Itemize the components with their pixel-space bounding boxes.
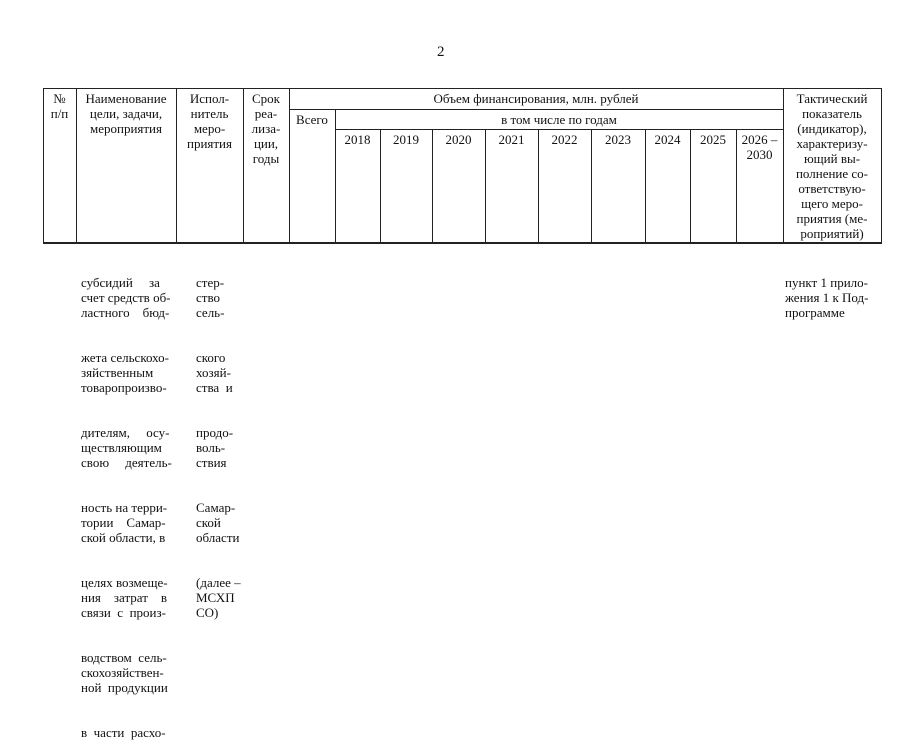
header-year-2025: 2025 — [700, 132, 726, 147]
row-indicator-text: пункт 1 прило- жения 1 к Под- программе — [785, 275, 869, 320]
header-name: Наименование цели, задачи, мероприятия — [85, 91, 167, 136]
header-year-2024: 2024 — [654, 132, 681, 147]
header-year-2018: 2018 — [344, 132, 371, 147]
header-year-2021: 2021 — [498, 132, 525, 147]
header-term: Срок реа- лиза- ции, годы — [251, 91, 281, 166]
page-number: 2 — [437, 44, 445, 60]
header-year-2019: 2019 — [393, 132, 419, 147]
header-num: № п/п — [50, 91, 69, 121]
header-year-2026-2030: 2026 – 2030 — [741, 132, 778, 162]
header-indicator: Тактический показатель (индикатор), характеризу- ющий вы- полнение со- ответствую- щего меро- приятия (ме- роприятий) — [795, 91, 869, 241]
header-year-2023: 2023 — [605, 132, 631, 147]
header-year-2022: 2022 — [551, 132, 578, 147]
row-name-text: субсидий за счет средств об- ластного бюд- жета сельскохо- зяйственным товаропроизво- дителям, осу- ществляющим свою деятель- ность на терри- тории Самар- ской области, в целях возмеще- ния затрат в связи с произ- водством сель- скохозяйствен- ной продукции в части расхо- — [81, 275, 172, 740]
header-funding-title: Объем финансирования, млн. рублей — [433, 91, 639, 106]
header-total: Всего — [296, 112, 328, 127]
header-executor: Испол- нитель меро- приятия — [186, 91, 232, 151]
header-by-years: в том числе по годам — [501, 112, 617, 127]
row-executor-text: стер- ство сель- ского хозяй- ства и продо- воль- ствия Самар- ской области (далее – МСХП СО) — [196, 275, 241, 620]
header-year-2020: 2020 — [445, 132, 472, 147]
